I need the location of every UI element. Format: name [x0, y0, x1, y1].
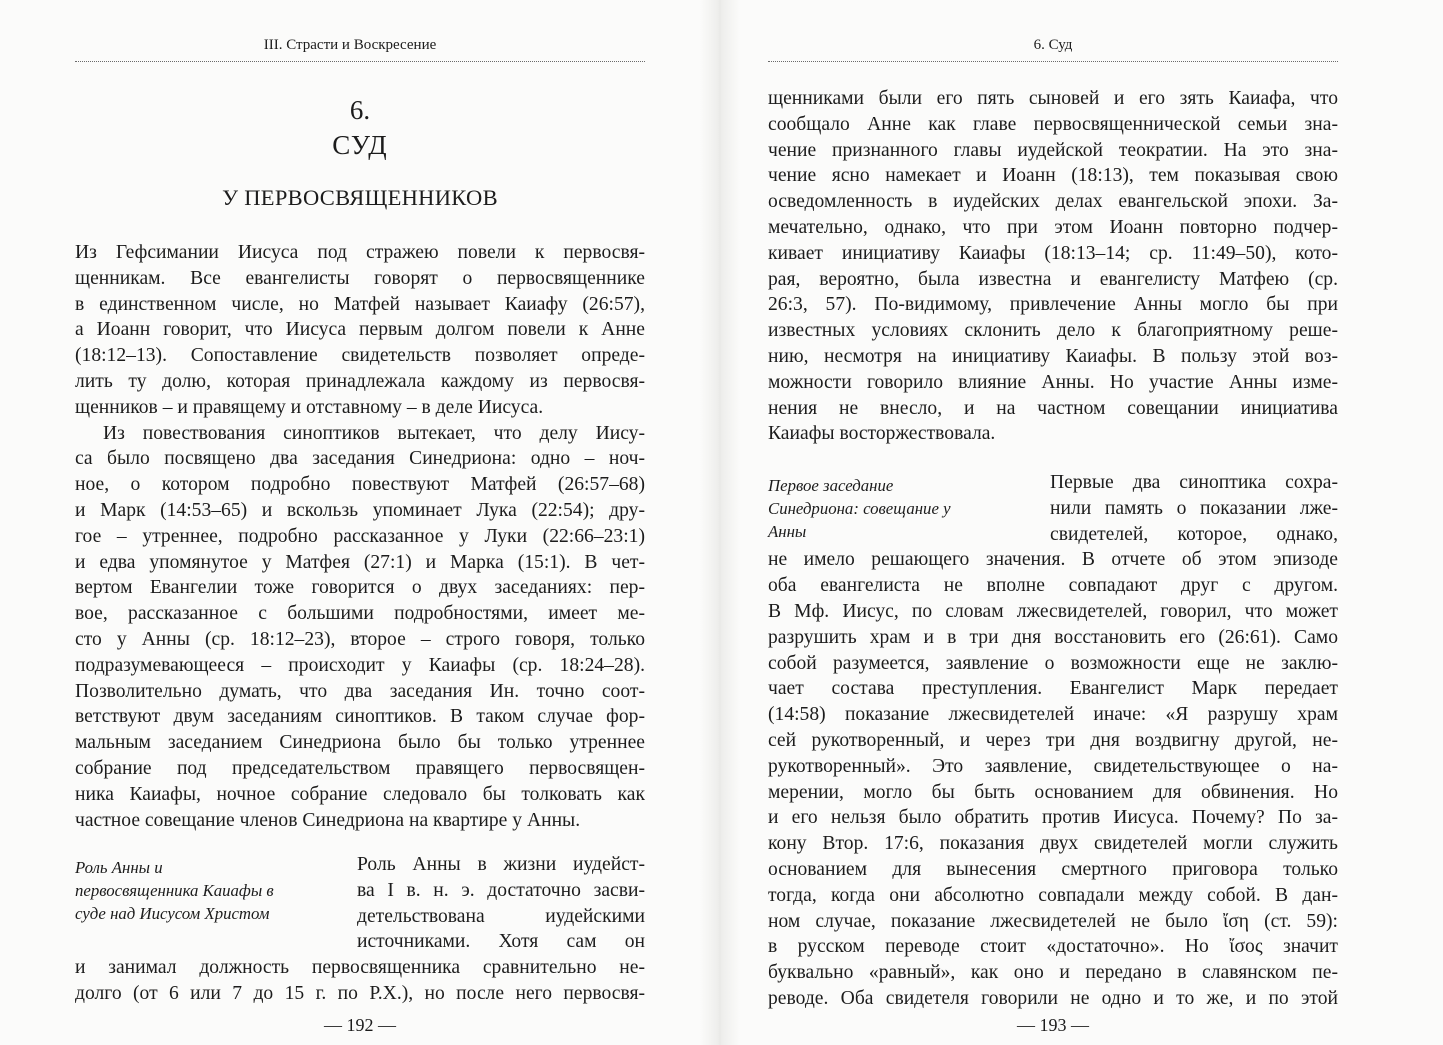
- running-head-right: 6. Суд: [768, 37, 1338, 62]
- text-line: нения не внесло, и на частном совещании инициатива: [768, 397, 1338, 419]
- text-line: детельствована иудейскими: [357, 905, 645, 927]
- text-line: и его нельзя было обратить против Иисуса. Почему? По за-: [768, 807, 1338, 829]
- text-line: сей рукотворенный, и через три дня воздвигну другой, не-: [768, 729, 1338, 751]
- text-line: Каиафы восторжествовала.: [768, 423, 996, 445]
- text-line: В Мф. Иисус, по словам лжесвидетелей, говорил, что может: [768, 600, 1338, 622]
- text-line: чение ясно намекает и Иоанн (18:13), тем показывая свою: [768, 165, 1338, 187]
- text-line: реводе. Оба свидетеля говорили не одно и то же, и по этой: [768, 987, 1338, 1009]
- side-text: [1050, 470, 1338, 547]
- left-margin-block: [75, 852, 645, 1007]
- text-line: нили память о показании лже-: [1050, 497, 1338, 519]
- text-line: вертом Евангелии тоже говорится о двух заседаниях: пер-: [75, 577, 645, 599]
- text-line: источниками. Хотя сам он: [357, 931, 645, 953]
- text-line: вое, рассказанное с большими подробностями, имеет ме-: [75, 603, 645, 625]
- text-line: Из Гефсимании Иисуса под стражею повели к первосвя-: [75, 242, 645, 263]
- book-gutter: [700, 0, 740, 1045]
- page-number: — 193 —: [1017, 1015, 1089, 1035]
- text-line: оба евангелиста не вполне совпадают друг с другом.: [768, 575, 1338, 597]
- chapter-title: СУД: [332, 130, 388, 160]
- text-line: собрание под председательством правящего первосвящен-: [75, 757, 645, 779]
- text-line: Роль Анны в жизни иудейст-: [357, 854, 645, 875]
- text-line: ное, о котором подробно повествуют Матфей (26:57–68): [75, 474, 645, 496]
- margin-note: Роль Анны и первосвященника Каиафы в суде над Иисусом Христом: [75, 858, 274, 923]
- page-number: — 192 —: [324, 1015, 396, 1035]
- running-head-left: III. Страсти и Воскресение: [75, 37, 645, 62]
- text-line: нию, несмотря на инициативу Каиафы. В пользу этой воз-: [768, 345, 1338, 367]
- text-line: долго (от 6 или 7 до 15 г. по Р.Х.), но после него первосвя-: [75, 982, 645, 1004]
- text-line: щенниками были его пять сыновей и его зять Каиафа, что: [768, 88, 1338, 109]
- text-line: лить ту долю, которая принадлежала каждому из первосвя-: [75, 370, 645, 392]
- text-line: собой разумеется, заявление о возможности еще не заклю-: [768, 652, 1338, 674]
- text-line: чает состава преступления. Евангелист Марк передает: [768, 678, 1338, 700]
- text-line: мерении, могло бы быть основанием для обвинения. Но: [768, 781, 1338, 803]
- text-line: и едва упомянутое у Матфея (27:1) и Марка (15:1). В чет-: [75, 551, 645, 573]
- left-body-text: [75, 240, 645, 833]
- text-line: гое – утреннее, подробно рассказанное у Луки (22:66–23:1): [75, 525, 645, 547]
- text-line: частное совещание членов Синедриона на квартире у Анны.: [75, 809, 581, 831]
- text-line: Первые два синоптика сохра-: [1050, 472, 1338, 493]
- text-line: Из повествования синоптиков вытекает, что делу Иису-: [103, 422, 645, 444]
- text-line: и занимал должность первосвященника сравнительно не-: [75, 957, 645, 979]
- text-line: (18:12–13). Сопоставление свидетельств позволяет опреде-: [75, 345, 645, 367]
- text-line: сообщало Анне как главе первосвященнической семьи зна-: [768, 113, 1338, 135]
- text-line: мальным заседанием Синедриона было бы только утреннее: [75, 732, 645, 754]
- right-margin-block: [768, 470, 1338, 1012]
- text-line: свидетелей, которое, однако,: [1050, 523, 1338, 545]
- chapter-number: 6.: [349, 95, 371, 125]
- text-line: рукотворенный». Это заявление, свидетельствующее о на-: [768, 755, 1338, 777]
- text-line: разрушить храм и в три дня восстановить его (26:61). Само: [768, 626, 1338, 648]
- text-line: са было посвящено два заседания Синедриона: одно – ноч-: [75, 448, 645, 470]
- text-line: буквально «равный», как оно и передано в славянском пе-: [768, 962, 1338, 984]
- text-line: тогда, когда они абсолютно совпадали между собой. В дан-: [768, 884, 1338, 906]
- text-line: (14:58) показание лжесвидетелей иначе: «Я разрушу храм: [768, 704, 1338, 726]
- text-line: ном случае, показание лжесвидетелей не было ἴση (ст. 59):: [768, 910, 1338, 932]
- right-body-text: [768, 86, 1338, 447]
- text-line: щенникам. Все евангелисты говорят о первосвященнике: [75, 267, 645, 289]
- text-line: осведомленность в иудейских делах евангельской эпохи. За-: [768, 191, 1338, 213]
- text-line: 26:3, 57). По-видимому, привлечение Анны могло бы при: [768, 294, 1338, 316]
- text-line: щенников – и правящему и отставному – в деле Иисуса.: [75, 396, 544, 418]
- text-line: кивает инициативу Каиафы (18:13–14; ср. 11:49–50), кото-: [768, 242, 1338, 264]
- text-line: не имело решающего значения. В отчете об этом эпизоде: [768, 549, 1338, 571]
- side-text: [357, 852, 645, 955]
- left-page: [75, 0, 645, 1045]
- text-line: и Марк (14:53–65) и вскользь упоминает Лука (22:54); дру-: [75, 499, 645, 521]
- text-line: сто у Анны (ср. 18:12–23), второе – строго говоря, только: [75, 628, 645, 650]
- text-line: кону Втор. 17:6, показания двух свидетелей могли служить: [768, 833, 1338, 855]
- text-line: можности говорило влияние Анны. Но участие Анны изме-: [768, 371, 1338, 393]
- text-line: в русском переводе стоит «достаточно». Но ἴσος значит: [768, 936, 1338, 958]
- text-line: рая, вероятно, была известна и евангелисту Матфею (ср.: [768, 268, 1338, 290]
- text-line: мечательно, однако, что при этом Иоанн повторно подчер-: [768, 216, 1338, 238]
- margin-note: Первое заседание Синедриона: совещание у Анны: [768, 476, 951, 541]
- text-line: ветствуют двум заседаниям синоптиков. В таком случае фор-: [75, 706, 645, 728]
- text-line: известных условиях склонить дело к благоприятному реше-: [768, 320, 1338, 342]
- text-line: ва I в. н. э. достаточно засви-: [357, 879, 645, 901]
- text-line: Позволительно думать, что два заседания Ин. точно соот-: [75, 680, 645, 702]
- text-line: ника Каиафы, ночное собрание следовало бы толковать как: [75, 783, 645, 805]
- section-title: У ПЕРВОСВЯЩЕННИКОВ: [222, 185, 498, 210]
- text-line: в единственном числе, но Матфей называет Каиафу (26:57),: [75, 293, 645, 315]
- text-line: основанием для вынесения смертного приговора только: [768, 858, 1338, 880]
- text-line: подразумевающееся – происходит у Каиафы (ср. 18:24–28).: [75, 654, 645, 676]
- text-line: чение признанного главы иудейской теократии. На это зна-: [768, 139, 1338, 161]
- text-line: а Иоанн говорит, что Иисуса первым долгом повели к Анне: [75, 319, 645, 341]
- right-page: [768, 0, 1338, 1045]
